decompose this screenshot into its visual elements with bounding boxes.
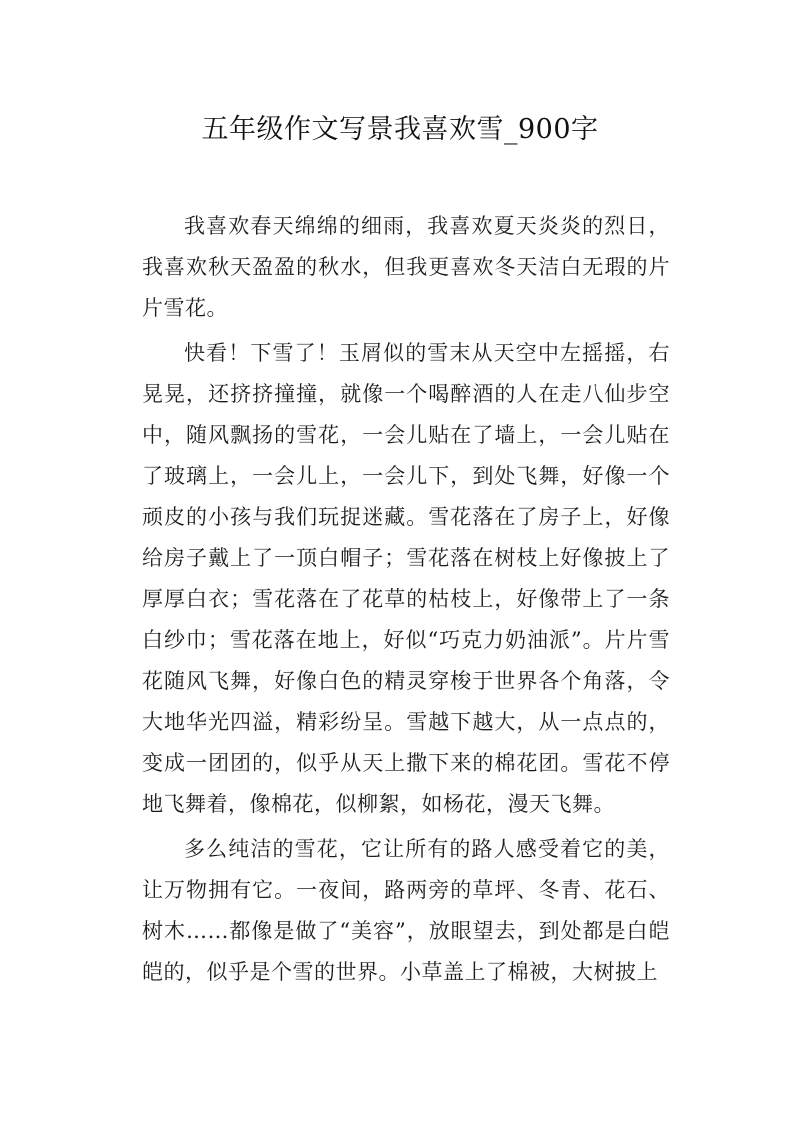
paragraph-1: 我喜欢春天绵绵的细雨，我喜欢夏天炎炎的烈日，我喜欢秋天盈盈的秋水，但我更喜欢冬天洁白无瑕的片片雪花。 [142,214,670,320]
document-title: 五年级作文写景我喜欢雪_900字 [201,114,599,145]
paragraph-3: 多么纯洁的雪花，它让所有的路人感受着它的美，让万物拥有它。一夜间，路两旁的草坪、冬青、花石、树木……都像是做了“美容”，放眼望去，到处都是白皑皑的，似乎是个雪的世界。小草盖上了棉被，大树披上 [142,837,670,984]
document-body [142,206,670,997]
paragraph-2: 快看！下雪了！玉屑似的雪末从天空中左摇摇，右晃晃，还挤挤撞撞，就像一个喝醉酒的人在走八仙步空中，随风飘扬的雪花，一会儿贴在了墙上，一会儿贴在了玻璃上，一会儿上，一会儿下，到处飞舞，好像一个顽皮的小孩与我们玩捉迷藏。雪花落在了房子上，好像给房子戴上了一顶白帽子；雪花落在树枝上好像披上了厚厚白衣；雪花落在了花草的枯枝上，好像带上了一条白纱巾；雪花落在地上，好似“巧克力奶油派”。片片雪花随风飞舞，好像白色的精灵穿梭于世界各个角落，令大地华光四溢，精彩纷呈。雪越下越大，从一点点的，变成一团团的，似乎从天上撒下来的棉花团。雪花不停地飞舞着，像棉花，似柳絮，如杨花，漫天飞舞。 [142,341,670,816]
